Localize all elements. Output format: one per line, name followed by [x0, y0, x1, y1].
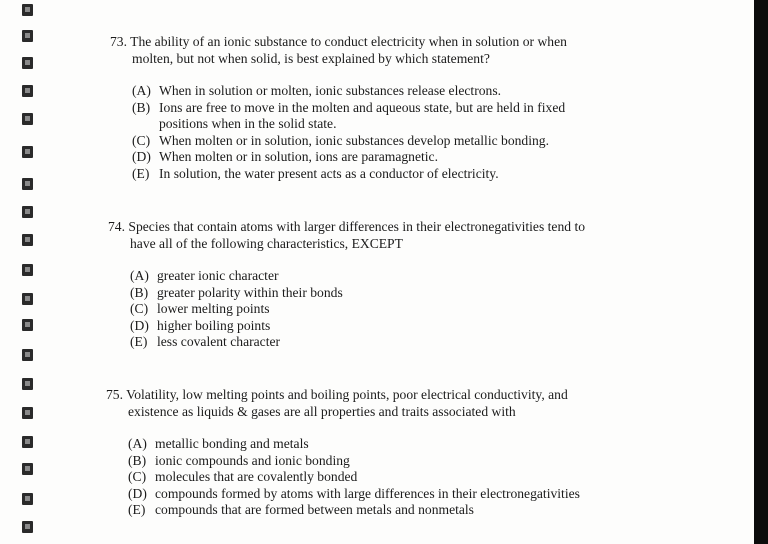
choice-label: (C) [132, 132, 151, 148]
answer-choice-e [130, 334, 585, 351]
choice-label: (E) [128, 502, 146, 517]
choice-label: (C) [128, 469, 147, 484]
choice-label: (B) [132, 99, 151, 115]
choice-label: (B) [128, 452, 147, 468]
choice-text: greater ionic character [157, 268, 279, 283]
answer-choice-c [132, 133, 567, 150]
choice-label: (D) [130, 317, 149, 333]
answer-choice-c [130, 301, 585, 318]
choice-text: lower melting points [157, 301, 270, 316]
choice-label: (E) [130, 334, 148, 349]
choice-label: (E) [132, 165, 150, 181]
choice-label: (C) [130, 301, 149, 316]
choice-text: metallic bonding and metals [155, 436, 309, 451]
choice-text: higher boiling points [157, 317, 271, 333]
binding-hole [22, 178, 33, 190]
binding-hole [22, 234, 33, 246]
choice-text: Ions are free to move in the molten and aqueous state, but are held in fixed [159, 99, 566, 115]
binding-hole [22, 463, 33, 475]
binding-hole [22, 57, 33, 69]
answer-choice-d [128, 486, 580, 503]
answer-choice-d [132, 149, 567, 166]
binding-hole [22, 293, 33, 305]
question-stem: 75. Volatility, low melting points and boiling points, poor electrical conductivity, and [106, 387, 568, 402]
page-edge-shadow [754, 0, 768, 544]
choice-text: When molten or in solution, ions are paramagnetic. [159, 149, 438, 164]
answer-choice-b [130, 285, 585, 302]
choice-text: ionic compounds and ionic bonding [155, 452, 350, 468]
binding-hole [22, 85, 33, 97]
answer-choice-a [130, 268, 585, 285]
binding-hole [22, 113, 33, 125]
answer-choice-a [132, 83, 567, 100]
binding-hole [22, 146, 33, 158]
choice-text: When in solution or molten, ionic substances release electrons. [159, 83, 502, 98]
choice-text: molecules that are covalently bonded [155, 469, 358, 484]
binding-hole [22, 4, 33, 16]
question-75 [106, 387, 580, 519]
binding-hole [22, 493, 33, 505]
answer-choices [106, 436, 580, 519]
question-74 [108, 219, 585, 351]
answer-choice-b [128, 453, 580, 470]
answer-choice-e [128, 502, 580, 519]
binding-hole [22, 319, 33, 331]
spiral-binding [0, 0, 40, 544]
choice-label: (A) [132, 83, 151, 98]
answer-choice-b-continued [132, 116, 567, 133]
binding-hole [22, 349, 33, 361]
binding-hole [22, 407, 33, 419]
question-stem: 74. Species that contain atoms with larger differences in their electronegativities tend to [108, 219, 586, 234]
question-stem-continued: molten, but not when solid, is best explained by which statement? [132, 50, 490, 66]
choice-label: (A) [128, 436, 147, 451]
choice-text: When molten or in solution, ionic substances develop metallic bonding. [159, 132, 549, 148]
choice-text: greater polarity within their bonds [157, 284, 343, 300]
question-stem-continued: existence as liquids & gases are all properties and traits associated with [128, 403, 516, 419]
binding-hole [22, 378, 33, 390]
binding-hole [22, 30, 33, 42]
question-stem-continued: have all of the following characteristics, EXCEPT [130, 235, 403, 251]
choice-text: compounds formed by atoms with large differences in their electronegativities [155, 485, 580, 501]
binding-hole [22, 264, 33, 276]
answer-choices [108, 268, 585, 351]
choice-text: less covalent character [157, 334, 281, 349]
answer-choices [110, 83, 567, 182]
choice-text-continued: positions when in the solid state. [159, 116, 337, 131]
binding-hole [22, 206, 33, 218]
answer-choice-c [128, 469, 580, 486]
binding-hole [22, 436, 33, 448]
question-stem: 73. The ability of an ionic substance to conduct electricity when in solution or when [110, 34, 567, 49]
answer-choice-b [132, 100, 567, 117]
choice-text-block [159, 100, 565, 117]
choice-label: (D) [128, 485, 147, 501]
answer-choice-a [128, 436, 580, 453]
question-73 [110, 34, 567, 182]
choice-label: (B) [130, 284, 149, 300]
choice-label: (D) [132, 149, 151, 164]
answer-choice-e [132, 166, 567, 183]
choice-text: compounds that are formed between metals and nonmetals [155, 502, 474, 517]
answer-choice-d [130, 318, 585, 335]
choice-label: (A) [130, 268, 149, 283]
binding-hole [22, 521, 33, 533]
choice-text: In solution, the water present acts as a conductor of electricity. [159, 165, 499, 181]
